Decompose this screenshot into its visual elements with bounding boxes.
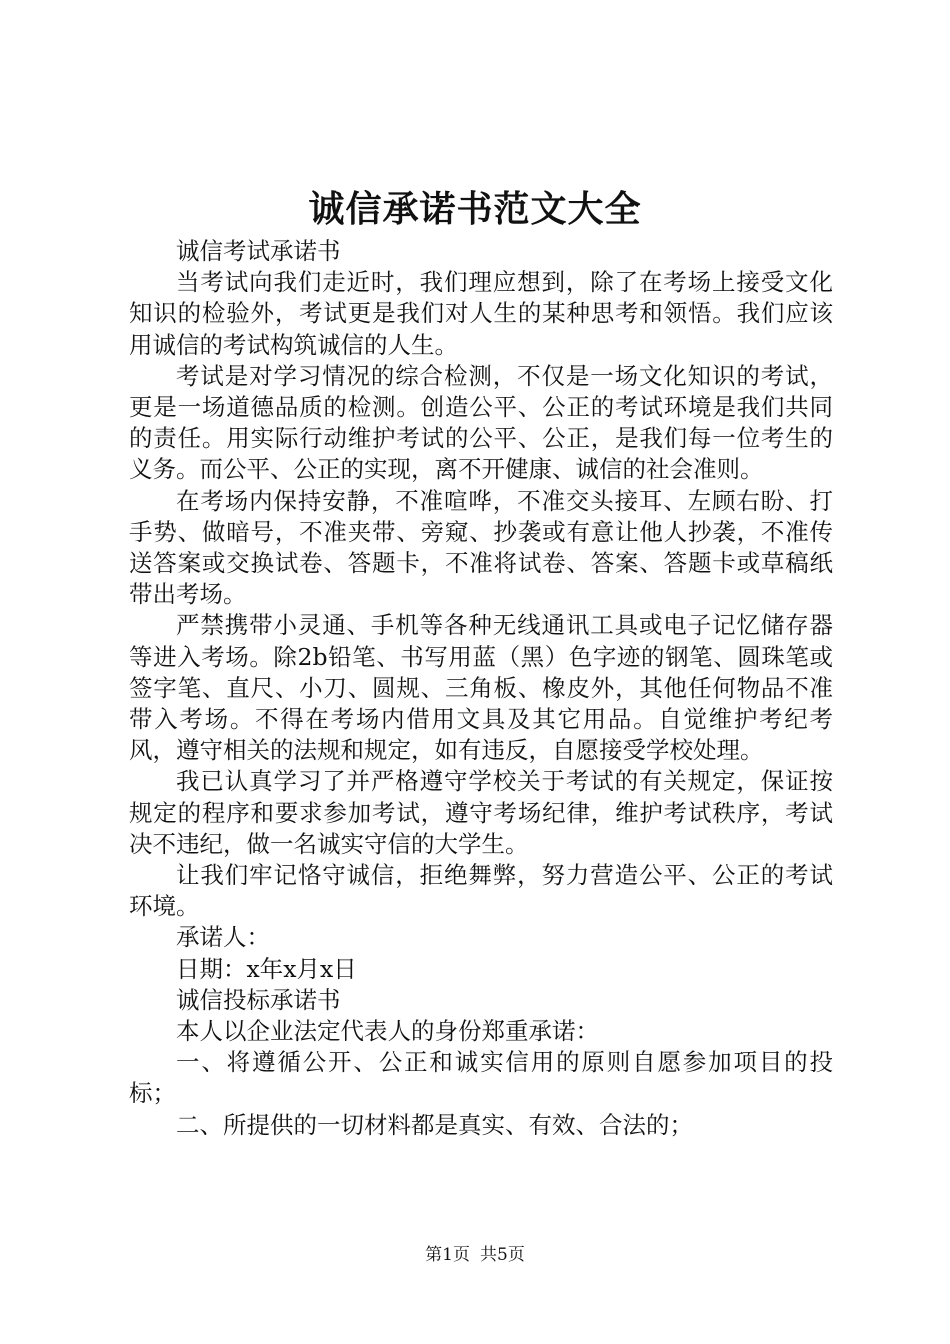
paragraph: 当考试向我们走近时，我们理应想到，除了在考场上接受文化知识的检验外，考试更是我们对人生的某种思考和领悟。我们应该用诚信的考试构筑诚信的人生。 xyxy=(129,268,833,359)
paragraph: 一、将遵循公开、公正和诚实信用的原则自愿参加项目的投标； xyxy=(129,1048,833,1108)
document-title: 诚信承诺书范文大全 xyxy=(308,188,642,230)
paragraph: 考试是对学习情况的综合检测，不仅是一场文化知识的考试，更是一场道德品质的检测。创造公平、公正的考试环境是我们共同的责任。用实际行动维护考试的公平、公正，是我们每一位考生的义务。而公平、公正的实现，离不开健康、诚信的社会准则。 xyxy=(129,361,833,484)
page-total: 共5页 xyxy=(480,1245,525,1265)
date-line: 日期：x年x月x日 xyxy=(176,954,357,983)
paragraph: 让我们牢记恪守诚信，拒绝舞弊，努力营造公平、公正的考试环境。 xyxy=(129,861,833,921)
paragraph: 二、所提供的一切材料都是真实、有效、合法的； xyxy=(176,1110,693,1139)
paragraph: 在考场内保持安静，不准喧哗，不准交头接耳、左顾右盼、打手势、做暗号，不准夹带、旁窥、抄袭或有意让他人抄袭，不准传送答案或交换试卷、答题卡，不准将试卷、答案、答题卡或草稿纸带出考场。 xyxy=(129,486,833,609)
document-body xyxy=(129,236,833,1141)
signer-line: 承诺人： xyxy=(176,923,270,952)
page-number: 第1页 xyxy=(425,1245,470,1265)
paragraph: 严禁携带小灵通、手机等各种无线通讯工具或电子记忆储存器等进入考场。除2b铅笔、书写用蓝（黑）色字迹的钢笔、圆珠笔或签字笔、直尺、小刀、圆规、三角板、橡皮外，其他任何物品不准带入考场。不得在考场内借用文具及其它用品。自觉维护考纪考风，遵守相关的法规和规定，如有违反，自愿接受学校处理。 xyxy=(129,611,833,765)
section-heading-bid: 诚信投标承诺书 xyxy=(176,985,341,1014)
page-footer xyxy=(0,1244,950,1266)
section-heading-exam: 诚信考试承诺书 xyxy=(176,237,341,265)
paragraph: 本人以企业法定代表人的身份郑重承诺： xyxy=(176,1017,599,1046)
paragraph: 我已认真学习了并严格遵守学校关于考试的有关规定，保证按规定的程序和要求参加考试，遵守考场纪律，维护考试秩序，考试决不违纪，做一名诚实守信的大学生。 xyxy=(129,767,833,858)
